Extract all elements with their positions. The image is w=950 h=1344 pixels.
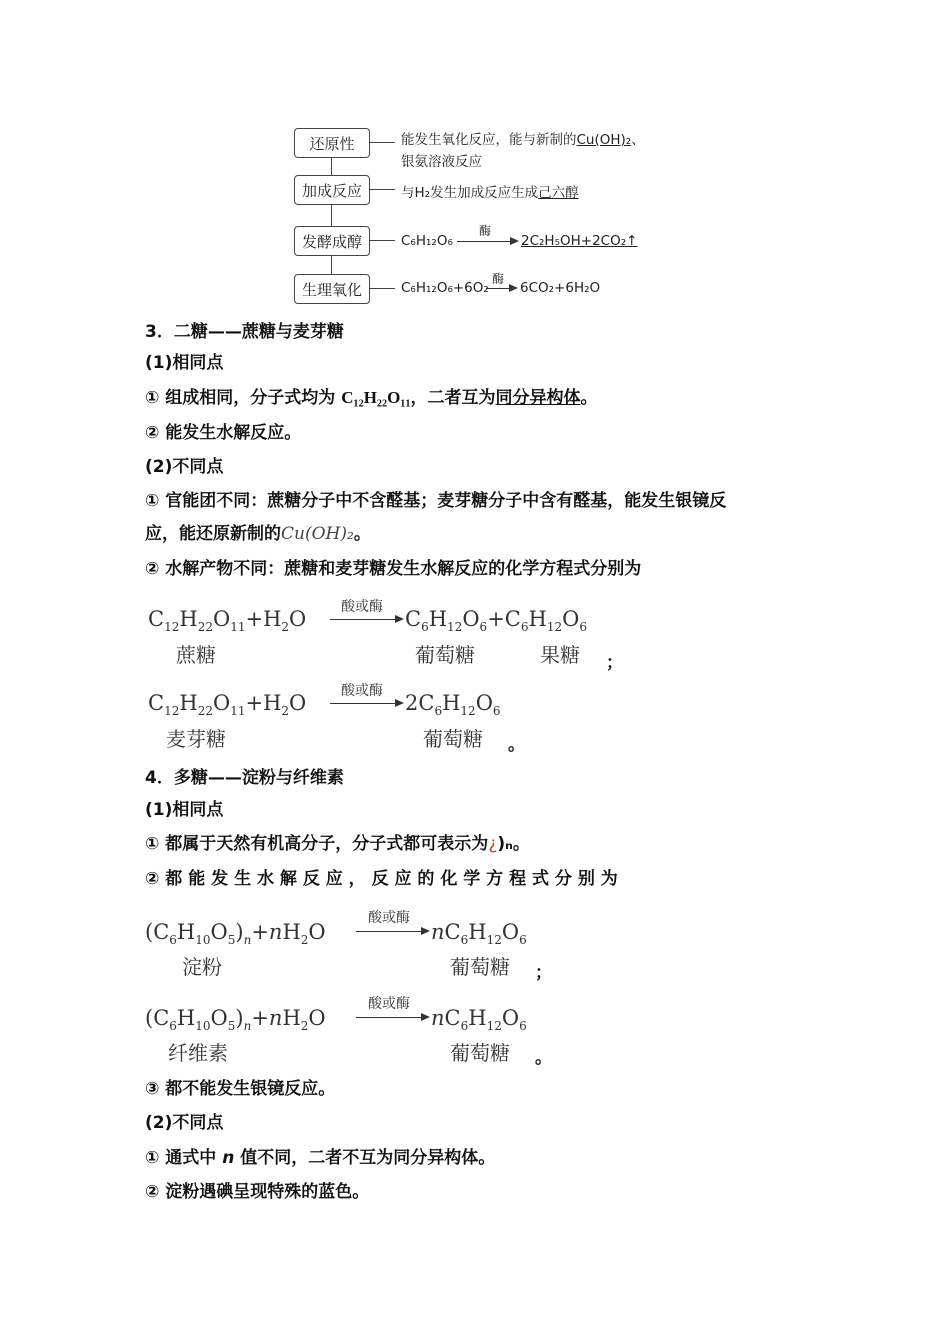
fermentation-left: C₆H₁₂O₆ [401,233,453,249]
box-addition: 加成反应 [294,175,370,205]
eq1-label-sucrose: 蔗糖 [176,643,216,667]
eq3-label-starch: 淀粉 [182,955,222,979]
eq2-end: 。 [508,735,525,755]
section3-diff-point1-line2: 应，能还原新制的Cu(OH)₂。 [145,524,371,544]
fermentation-right: 2C₂H₅OH+2CO₂↑ [521,233,638,249]
connector-line [369,240,395,241]
eq4-end: 。 [535,1048,552,1068]
section4-diff-point2: ② 淀粉遇碘呈现特殊的蓝色。 [145,1182,370,1202]
oxidation-arrow [486,288,516,289]
eq2-label-maltose: 麦芽糖 [166,727,226,751]
eq4-label-glucose: 葡萄糖 [450,1041,510,1065]
reduction-text-line1: 能发生氧化反应，能与新制的Cu(OH)₂、 [401,132,645,148]
eq2-arrow [330,703,402,704]
box-fermentation: 发酵成醇 [294,226,370,256]
section3-title: 3．二糖——蔗糖与麦芽糖 [145,322,344,342]
eq2-label-glucose: 葡萄糖 [423,727,483,751]
eq1-label-fructose: 果糖 [540,643,580,667]
section4-same-point2: ② 都 能 发 生 水 解 反 应 ， 反 应 的 化 学 方 程 式 分 别 为 [145,869,618,889]
eq1-label-glucose: 葡萄糖 [415,643,475,667]
eq3-condition: 酸或酶 [368,910,410,926]
eq1-end: ； [606,653,623,673]
eq3-arrow [356,931,428,932]
eq3-end: ； [535,963,552,983]
connector-line [369,189,395,190]
connector-line [369,142,395,143]
box-reducibility: 还原性 [294,128,370,158]
eq3-reactants: $(C_6H_{10}O_5)_n+nH_2O$ [145,920,326,947]
eq4-products: $nC_6H_{12}O_6$ [431,1006,527,1033]
section3-same-point2: ② 能发生水解反应。 [145,423,302,443]
eq3-label-glucose: 葡萄糖 [450,955,510,979]
section4-same-point3: ③ 都不能发生银镜反应。 [145,1079,336,1099]
section3-same-title: (1)相同点 [145,353,224,373]
section4-same-point1: ① 都属于天然有机高分子，分子式都可表示为¿)ₙ。 [145,834,530,854]
section4-diff-point1: ① 通式中 n 值不同，二者不互为同分异构体。 [145,1148,496,1168]
eq2-condition: 酸或酶 [341,683,383,699]
reduction-text-line2: 银氨溶液反应 [401,154,482,170]
diagram-spine [331,156,332,274]
oxidation-condition: 酶 [492,272,505,286]
connector-line [369,288,395,289]
eq2-products: $2C_6H_{12}O_6$ [405,691,501,718]
eq2-reactants: $C_{12}H_{22}O_{11}+H_2O$ [148,691,307,718]
oxidation-left: C₆H₁₂O₆+6O₂ [401,280,489,296]
eq1-reactants: $C_{12}H_{22}O_{11}+H_2O$ [148,607,307,634]
section4-title: 4．多糖——淀粉与纤维素 [145,768,344,788]
section4-same-title: (1)相同点 [145,800,224,820]
section4-diff-title: (2)不同点 [145,1113,224,1133]
eq3-products: $nC_6H_{12}O_6$ [431,920,527,947]
eq4-arrow [356,1017,428,1018]
section3-diff-title: (2)不同点 [145,457,224,477]
eq4-condition: 酸或酶 [368,996,410,1012]
eq1-arrow [330,619,402,620]
section3-diff-point2: ② 水解产物不同：蔗糖和麦芽糖发生水解反应的化学方程式分别为 [145,559,642,579]
oxidation-right: 6CO₂+6H₂O [520,280,601,296]
fermentation-arrow [457,241,517,242]
box-oxidation: 生理氧化 [294,274,370,304]
section3-diff-point1-line1: ① 官能团不同：蔗糖分子中不含醛基；麦芽糖分子中含有醛基，能发生银镜反 [145,491,727,511]
section3-same-point1: ① 组成相同，分子式均为 C₁₂H₂₂O₁₁，二者互为同分异构体。 [145,388,598,408]
addition-text: 与H₂发生加成反应生成己六醇 [401,185,579,201]
eq1-products: $C_6H_{12}O_6+C_6H_{12}O_6$ [405,607,587,634]
eq4-reactants: $(C_6H_{10}O_5)_n+nH_2O$ [145,1006,326,1033]
eq4-label-cellulose: 纤维素 [168,1041,228,1065]
eq1-condition: 酸或酶 [341,599,383,615]
fermentation-condition: 酶 [479,224,492,238]
